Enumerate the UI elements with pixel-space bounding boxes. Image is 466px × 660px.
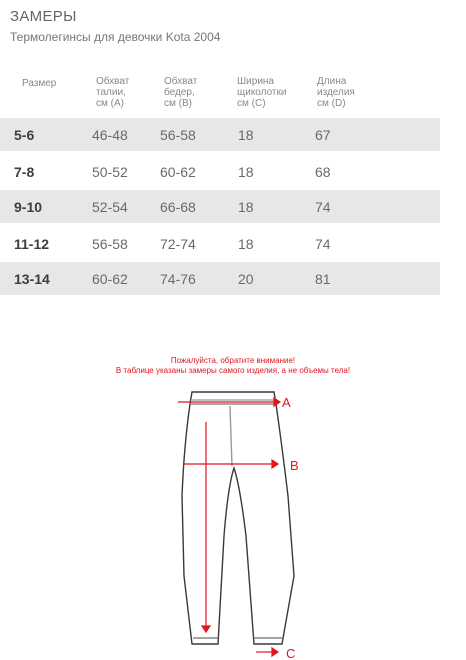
cell-waist: 50-52 <box>92 164 128 180</box>
cell-waist: 60-62 <box>92 271 128 287</box>
cell-waist: 56-58 <box>92 236 128 252</box>
cell-waist: 46-48 <box>92 127 128 143</box>
leggings-measurement-diagram <box>170 386 320 660</box>
cell-size: 13-14 <box>14 271 50 287</box>
cell-length: 74 <box>315 236 331 252</box>
product-subtitle: Термолегинсы для девочки Kota 2004 <box>10 30 221 44</box>
measurement-arrows <box>178 398 280 656</box>
cell-length: 67 <box>315 127 331 143</box>
page-title: ЗАМЕРЫ <box>10 8 77 25</box>
cell-ankle: 18 <box>238 164 254 180</box>
header-ankle: Ширина щиколотки см (С) <box>237 76 287 109</box>
table-row <box>0 262 440 295</box>
cell-length: 68 <box>315 164 331 180</box>
cell-length: 81 <box>315 271 331 287</box>
table-row <box>0 155 440 188</box>
table-row <box>0 118 440 151</box>
header-hips: Обхват бедер, см (В) <box>164 76 198 109</box>
cell-length: 74 <box>315 199 331 215</box>
cell-size: 7-8 <box>14 164 35 180</box>
cell-hips: 56-58 <box>160 127 196 143</box>
header-length: Длина изделия см (D) <box>317 76 355 109</box>
header-size: Размер <box>22 78 57 89</box>
table-row <box>0 190 440 223</box>
notice-line-2: В таблице указаны замеры самого изделия, а не объемы тела! <box>115 366 351 375</box>
cell-size: 9-10 <box>14 199 43 215</box>
cell-hips: 60-62 <box>160 164 196 180</box>
cell-hips: 66-68 <box>160 199 196 215</box>
cell-ankle: 18 <box>238 199 254 215</box>
cell-waist: 52-54 <box>92 199 128 215</box>
table-header <box>0 76 444 116</box>
header-waist: Обхват талии, см (А) <box>96 76 130 109</box>
table-row <box>0 227 440 260</box>
cell-size: 11-12 <box>14 236 50 252</box>
cell-hips: 74-76 <box>160 271 196 287</box>
label-c: C <box>286 646 296 660</box>
label-a: A <box>282 395 291 410</box>
notice-line-1: Пожалуйста, обратите внимание! <box>170 356 296 365</box>
leggings-outline <box>182 392 294 644</box>
cell-hips: 72-74 <box>160 236 196 252</box>
cell-ankle: 18 <box>238 127 254 143</box>
cell-ankle: 20 <box>238 271 254 287</box>
cell-size: 5-6 <box>14 127 35 143</box>
cell-ankle: 18 <box>238 236 254 252</box>
label-b: B <box>290 458 299 473</box>
